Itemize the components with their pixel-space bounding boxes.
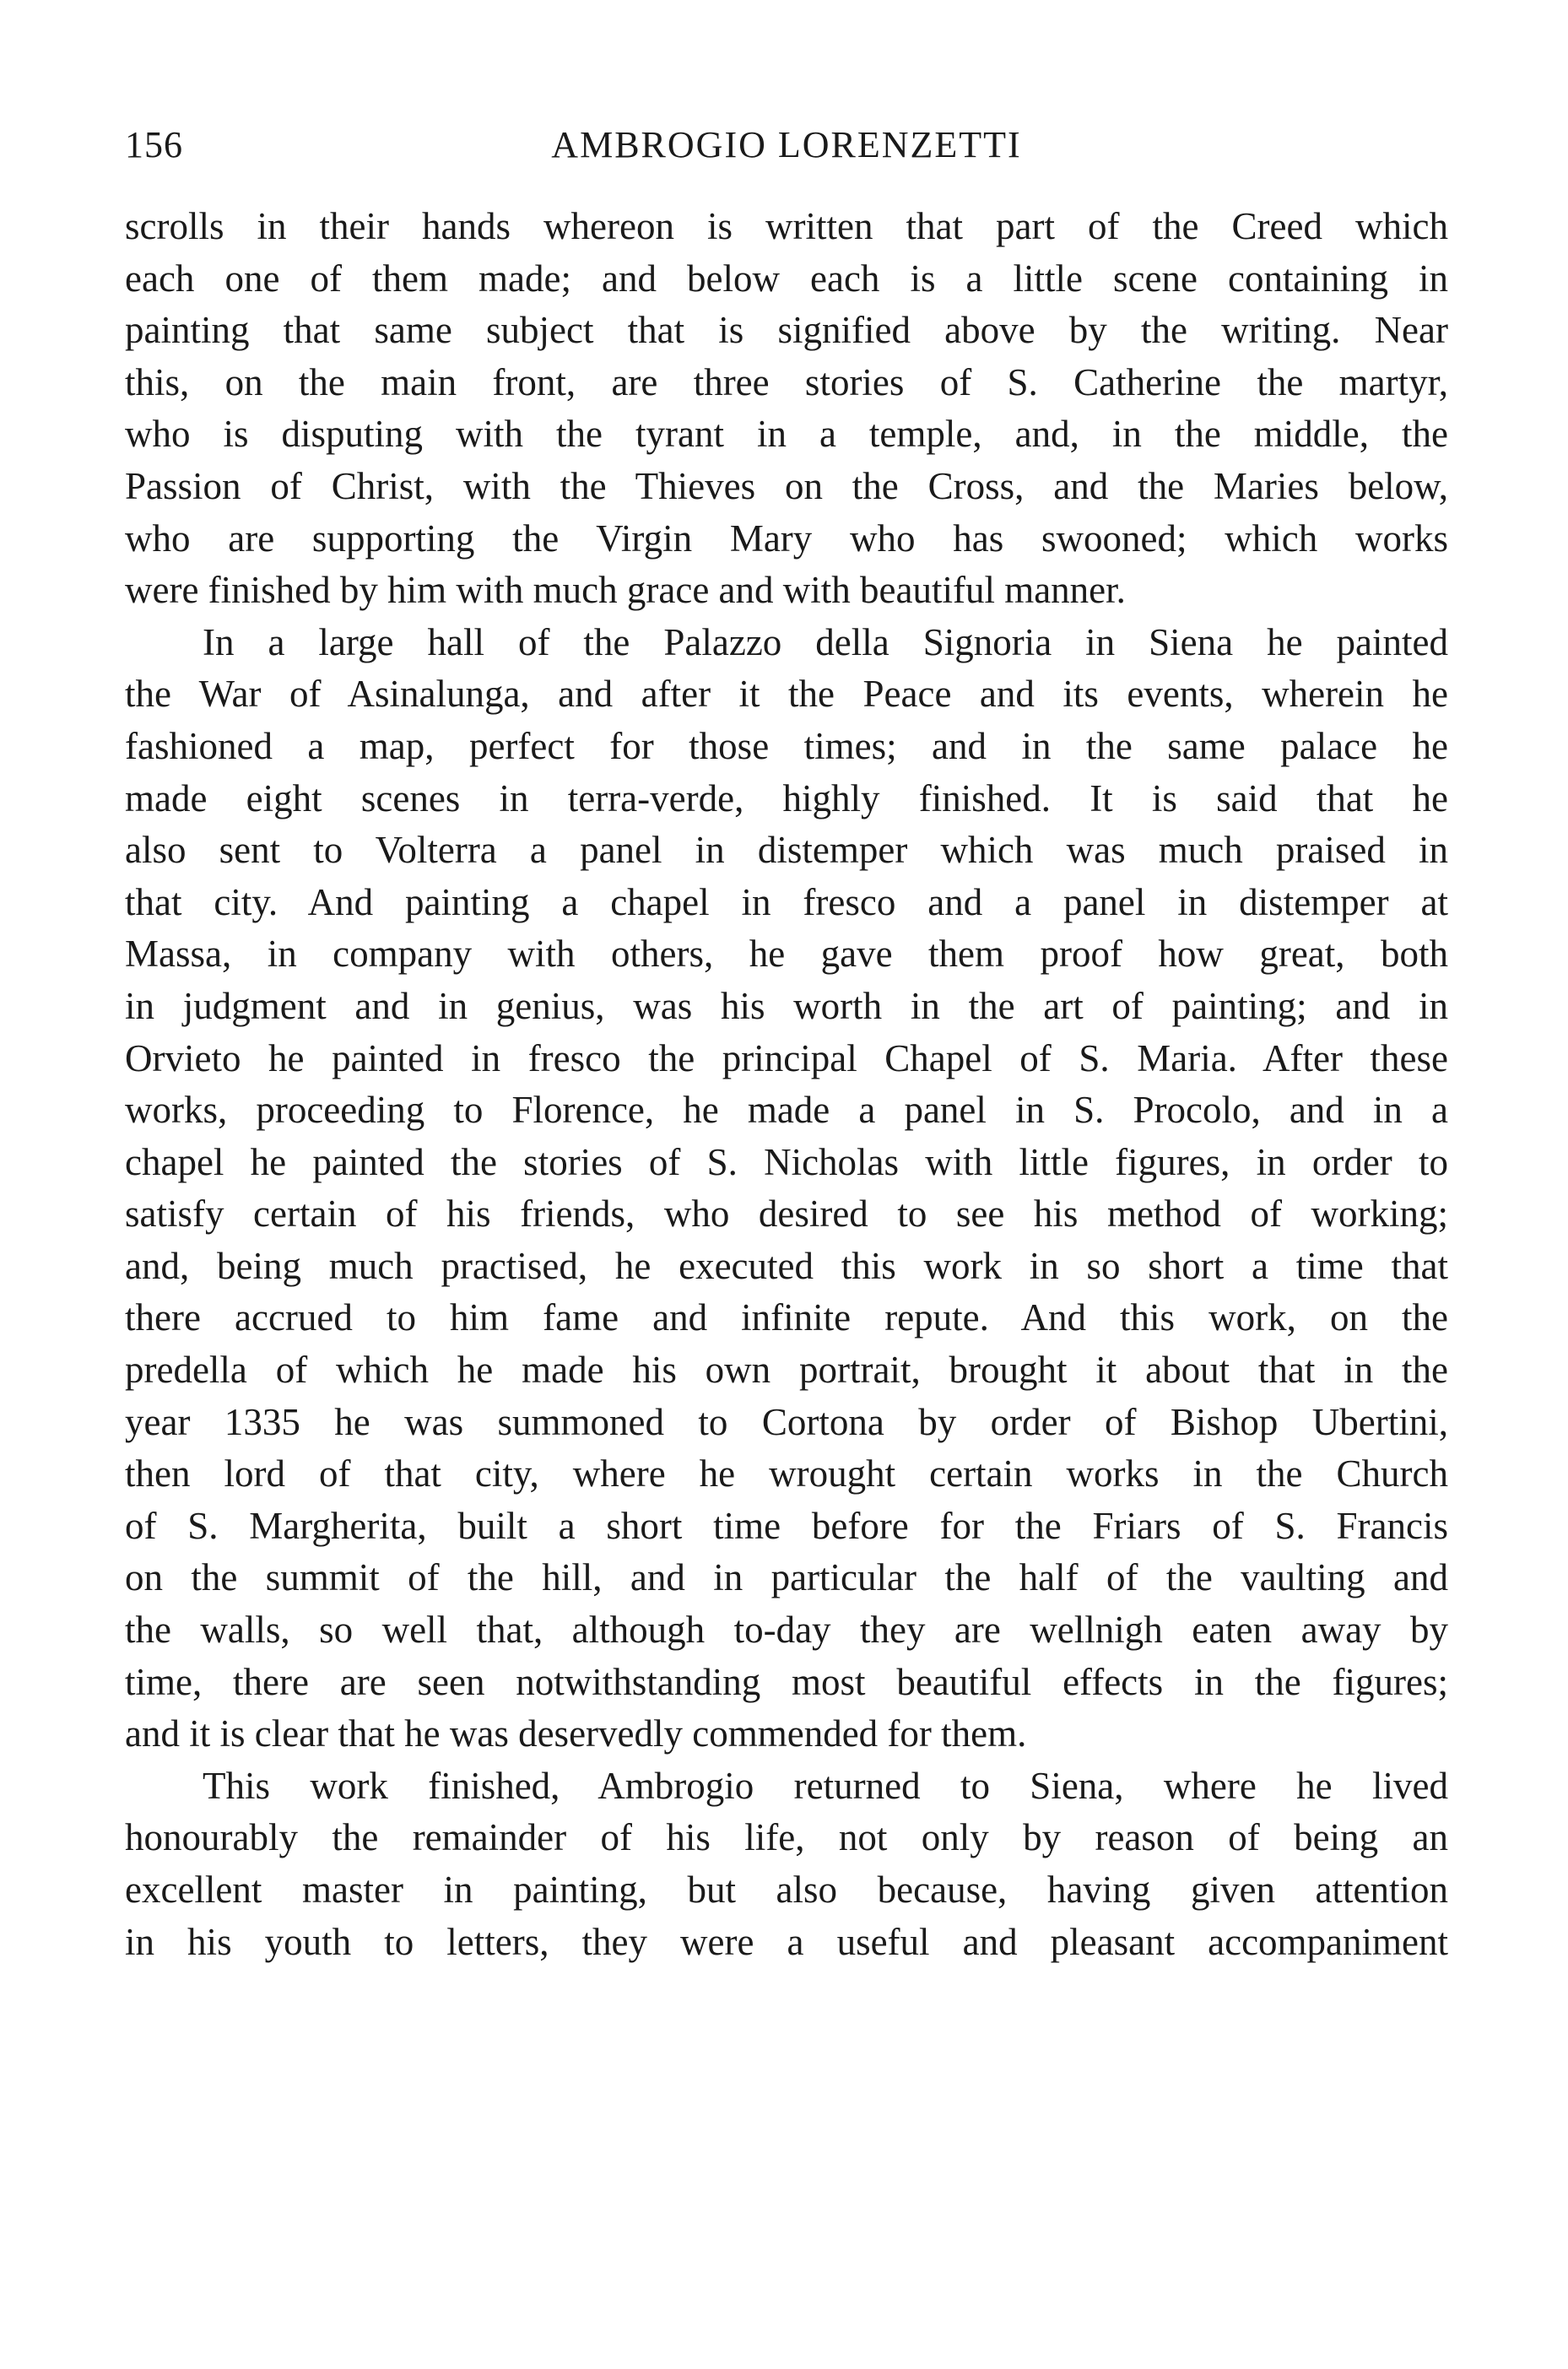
text-line: this, on the main front, are three stories of S. Catherine the martyr,: [125, 360, 1448, 403]
text-line: satisfy certain of his friends, who desired to see his method of working;: [125, 1193, 1448, 1236]
text-line: in judgment and in genius, was his worth in the art of painting; and in: [125, 984, 1448, 1027]
text-line: then lord of that city, where he wrought certain works in the Church: [125, 1452, 1448, 1495]
text-line: fashioned a map, perfect for those times; and in the same palace he: [125, 724, 1448, 767]
paragraph-2: [125, 617, 1448, 1761]
text-line: of S. Margherita, built a short time before for the Friars of S. Francis: [125, 1504, 1448, 1547]
running-title: AMBROGIO LORENZETTI: [551, 124, 1022, 165]
text-line: each one of them made; and below each is a little scene containing in: [125, 257, 1448, 300]
text-line: year 1335 he was summoned to Cortona by order of Bishop Ubertini,: [125, 1400, 1448, 1443]
text-line: In a large hall of the Palazzo della Signoria in Siena he painted: [203, 620, 1448, 663]
text-line: works, proceeding to Florence, he made a panel in S. Procolo, and in a: [125, 1089, 1448, 1132]
text-line: and, being much practised, he executed this work in so short a time that: [125, 1244, 1448, 1287]
text-line: Passion of Christ, with the Thieves on the Cross, and the Maries below,: [125, 464, 1448, 507]
text-line: scrolls in their hands whereon is written that part of the Creed which: [125, 205, 1448, 247]
page-number: 156: [125, 124, 183, 165]
text-line: the walls, so well that, although to-day they are wellnigh eaten away by: [125, 1609, 1448, 1652]
text-line: and it is clear that he was deservedly commended for them.: [125, 1712, 1027, 1755]
paragraph-1: [125, 201, 1448, 617]
text-line: were finished by him with much grace and with beautiful manner.: [125, 569, 1126, 612]
text-line: who are supporting the Virgin Mary who has swooned; which works: [125, 517, 1448, 560]
text-line: that city. And painting a chapel in fresco and a panel in distemper at: [125, 880, 1448, 923]
text-line: excellent master in painting, but also because, having given attention: [125, 1869, 1448, 1911]
text-line: time, there are seen notwithstanding most beautiful effects in the figures;: [125, 1660, 1448, 1703]
text-line: honourably the remainder of his life, not only by reason of being an: [125, 1816, 1448, 1859]
text-line: in his youth to letters, they were a useful and pleasant accompaniment: [125, 1920, 1448, 1963]
text-line: chapel he painted the stories of S. Nicholas with little figures, in order to: [125, 1140, 1448, 1183]
text-line: on the summit of the hill, and in particular the half of the vaulting and: [125, 1556, 1448, 1599]
page-header: [125, 123, 1448, 170]
text-line: predella of which he made his own portrait, brought it about that in the: [125, 1349, 1448, 1392]
text-line: Massa, in company with others, he gave them proof how great, both: [125, 933, 1448, 976]
text-line: who is disputing with the tyrant in a temple, and, in the middle, the: [125, 413, 1448, 456]
text-line: This work finished, Ambrogio returned to Siena, where he lived: [203, 1764, 1448, 1807]
text-line: also sent to Volterra a panel in distemper which was much praised in: [125, 829, 1448, 872]
text-line: there accrued to him fame and infinite repute. And this work, on the: [125, 1296, 1448, 1339]
text-line: made eight scenes in terra-verde, highly finished. It is said that he: [125, 776, 1448, 819]
text-line: the War of Asinalunga, and after it the Peace and its events, wherein he: [125, 673, 1448, 716]
text-line: Orvieto he painted in fresco the principal Chapel of S. Maria. After these: [125, 1036, 1448, 1079]
paragraph-3: [125, 1761, 1448, 1968]
text-line: painting that same subject that is signified above by the writing. Near: [125, 309, 1448, 352]
body-text: [125, 201, 1448, 1968]
